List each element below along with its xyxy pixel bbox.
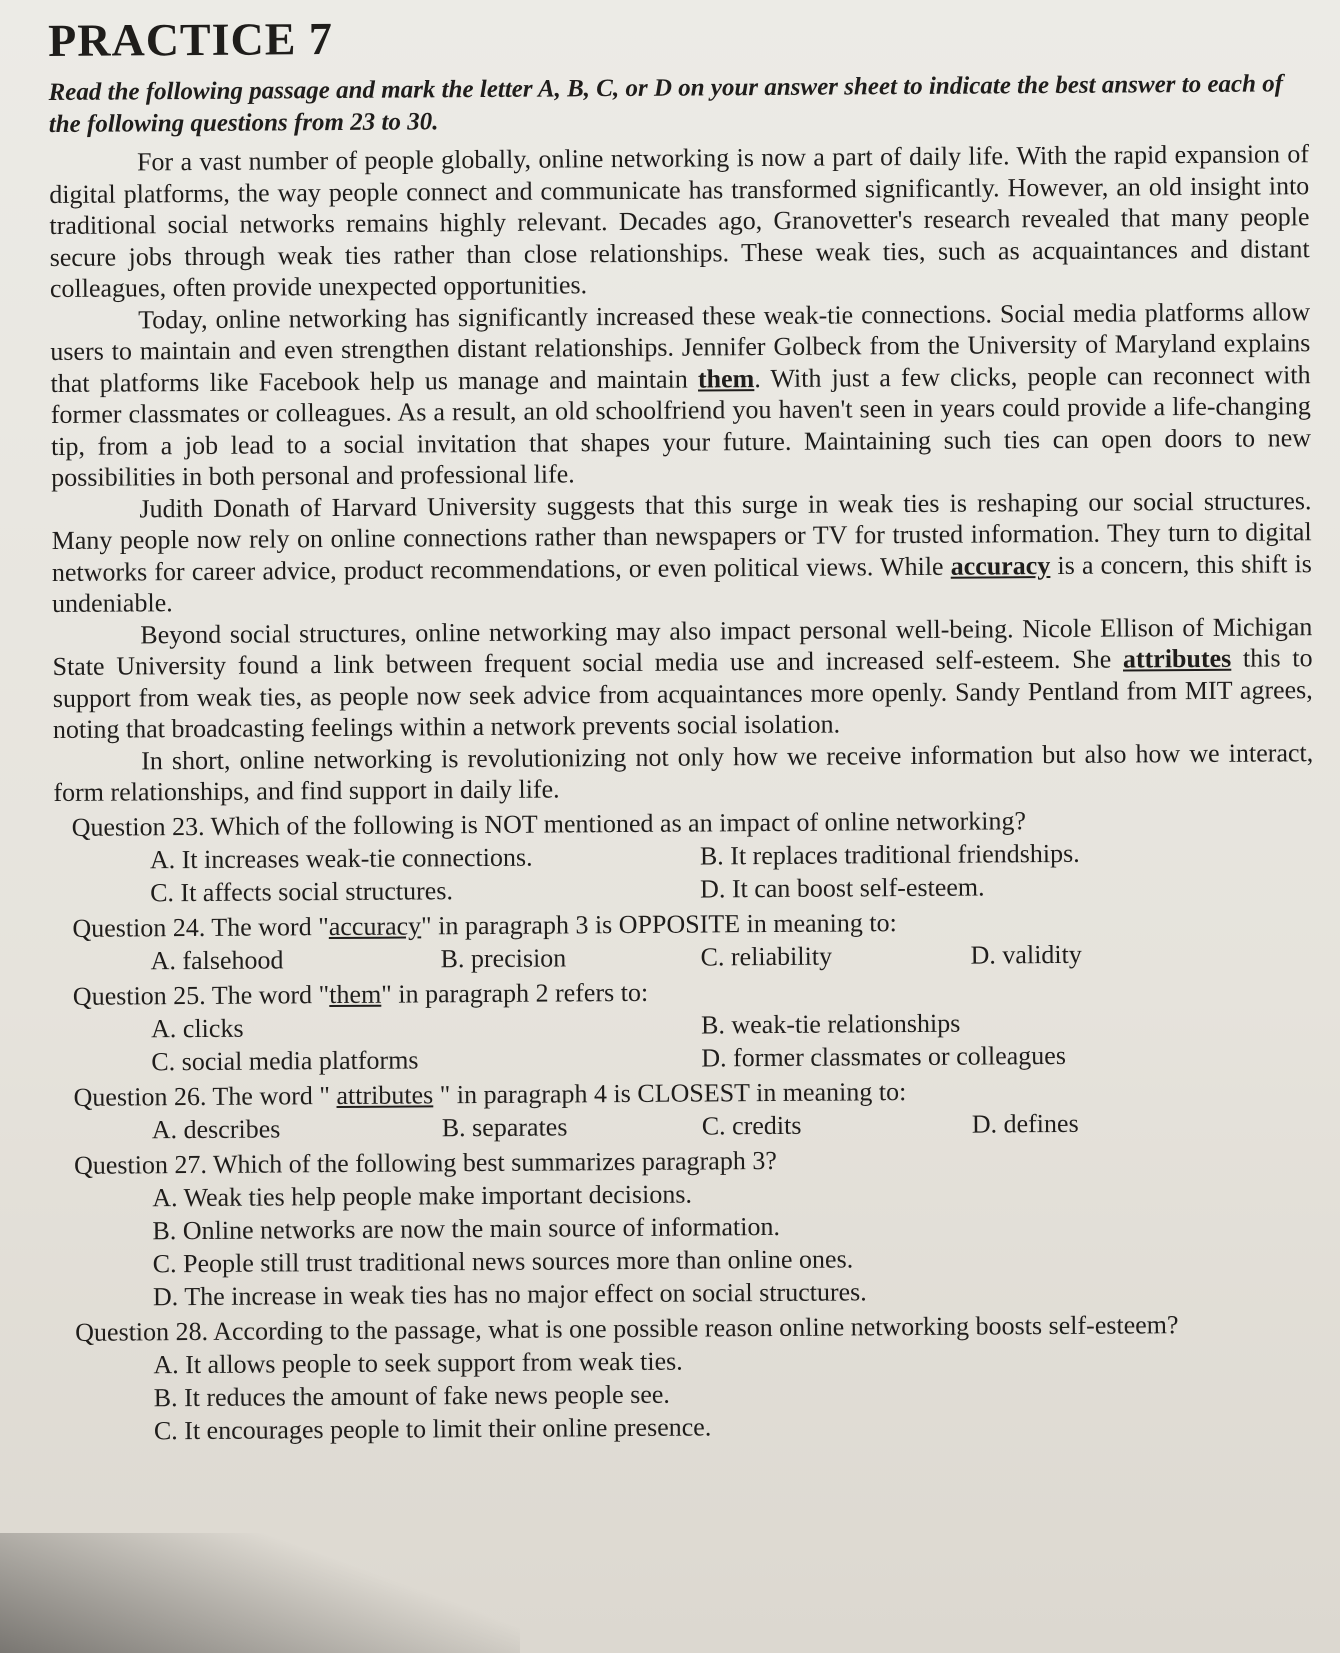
question-28: [57, 1307, 1318, 1448]
question-24-option-d[interactable]: D. validity: [970, 939, 1082, 970]
question-25-option-c[interactable]: C. social media platforms: [151, 1044, 419, 1076]
question-24-keyword: accuracy: [328, 910, 422, 941]
keyword-attributes: attributes: [1122, 643, 1232, 674]
question-28-option-c[interactable]: C. It encourages people to limit their online presence.: [153, 1411, 712, 1445]
question-27-option-c[interactable]: C. People still trust traditional news sources more than online ones.: [152, 1243, 854, 1278]
keyword-them: them: [697, 363, 755, 393]
question-23-option-c[interactable]: C. It affects social structures.: [150, 875, 453, 907]
question-27: [56, 1140, 1317, 1314]
question-26-text-b: " in paragraph 4 is CLOSEST in meaning to:: [433, 1076, 907, 1109]
p3-text-b: is a concern, this shift is undeniable.: [52, 548, 1312, 618]
question-26-option-c[interactable]: C. credits: [701, 1110, 802, 1140]
worksheet-content: [48, 5, 1318, 1447]
p4-text-b: this to support from weak ties, as people now seek advice from acquaintances more openly. Sandy Pentland from MIT agrees, noting that broadcasting feelings within a network prevents social isolation.: [52, 643, 1313, 744]
question-23-option-d[interactable]: D. It can boost self-esteem.: [700, 871, 985, 903]
p4-text-a: Beyond social structures, online networking may also impact personal well-being. Nicole Ellison of Michigan State University found a link between frequent social media use and increased self-esteem. She: [52, 611, 1313, 681]
p3-text-a: Judith Donath of Harvard University suggests that this surge in weak ties is reshaping our social structures. Many people now rely on online connections rather than newspapers or TV for trusted information. They turn to digital networks for career advice, product recommendations, or even political views. While: [51, 485, 1312, 587]
question-26-option-d[interactable]: D. defines: [971, 1108, 1079, 1139]
question-28-option-b[interactable]: B. It reduces the amount of fake news people see.: [153, 1379, 670, 1412]
question-25-text-b: " in paragraph 2 refers to:: [381, 977, 649, 1009]
question-27-option-b[interactable]: B. Online networks are now the main source of information.: [152, 1211, 781, 1245]
question-27-text: Question 27. Which of the following best summarizes paragraph 3?: [73, 1145, 777, 1180]
question-23-option-b[interactable]: B. It replaces traditional friendships.: [699, 838, 1080, 870]
question-24-option-b[interactable]: B. precision: [440, 942, 567, 973]
passage-paragraph-5: In short, online networking is revolutionizing not only how we receive information but also how we interact, form relationships, and find support in daily life.: [53, 737, 1314, 807]
question-23-option-a[interactable]: A. It increases weak-tie connections.: [149, 842, 533, 874]
page-shadow: [0, 1533, 520, 1653]
p2-text-a: Today, online networking has significantly increased these weak-tie connections. Social media platforms allow users to maintain and even strengthen distant relationships. Jennifer Golbeck from the University of Maryland explains that platforms like Facebook help us manage and maintain: [50, 296, 1311, 398]
passage-paragraph-3: [51, 485, 1312, 620]
passage-paragraph-2: [50, 296, 1311, 494]
question-25-text-a: Question 25. The word ": [72, 979, 330, 1011]
question-24-text-a: Question 24. The word ": [72, 911, 329, 943]
question-28-option-a[interactable]: A. It allows people to seek support from weak ties.: [153, 1346, 683, 1379]
question-25-keyword: them: [329, 979, 382, 1009]
question-26-text-a: Question 26. The word ": [73, 1080, 337, 1112]
question-27-option-a[interactable]: A. Weak ties help people make important decisions.: [152, 1179, 693, 1212]
question-26: [55, 1072, 1315, 1147]
question-25-option-d[interactable]: D. former classmates or colleagues: [701, 1040, 1066, 1072]
page-title: PRACTICE 7: [48, 13, 334, 66]
p2-text-b: . With just a few clicks, people can reconnect with former classmates or colleagues. As a result, an old schoolfriend you haven't seen in years could provide a life-changing tip, from a job lead to a social invitation that shapes your future. Maintaining such ties can open doors to new possibilities in both personal and professional life.: [50, 359, 1312, 492]
question-25-option-a[interactable]: A. clicks: [150, 1013, 244, 1043]
keyword-accuracy: accuracy: [950, 550, 1051, 581]
passage-paragraph-1: For a vast number of people globally, online networking is now a part of daily life. With the rapid expansion of digital platforms, the way people connect and communicate has transformed significantly. However, an old insight into traditional social networks remains highly relevant. Decades ago, Granovetter's research revealed that many people secure jobs through weak ties rather than close relationships. These weak ties, such as acquaintances and distant colleagues, often provide unexpected opportunities.: [49, 139, 1310, 303]
question-25: [55, 971, 1316, 1079]
passage-paragraph-4: [52, 611, 1313, 746]
question-26-option-a[interactable]: A. describes: [151, 1113, 281, 1144]
question-24: [54, 903, 1314, 978]
question-23-text: Question 23. Which of the following is NOT mentioned as an impact of online networking?: [71, 805, 1027, 842]
question-26-keyword: attributes: [336, 1079, 434, 1110]
question-23: [54, 802, 1315, 910]
instructions: Read the following passage and mark the letter A, B, C, or D on your answer sheet to indicate the best answer to each of the following questions from 23 to 30.: [48, 70, 1284, 138]
question-26-option-b[interactable]: B. separates: [441, 1111, 568, 1142]
question-24-text-b: " in paragraph 3 is OPPOSITE in meaning to:: [421, 907, 897, 940]
question-24-option-c[interactable]: C. reliability: [700, 941, 833, 971]
question-24-option-a[interactable]: A. falsehood: [150, 944, 284, 975]
question-27-option-d[interactable]: D. The increase in weak ties has no major effect on social structures.: [152, 1276, 867, 1311]
question-28-text: Question 28. According to the passage, what is one possible reason online networking boosts self-esteem?: [75, 1309, 1179, 1347]
question-25-option-b[interactable]: B. weak-tie relationships: [700, 1008, 961, 1039]
